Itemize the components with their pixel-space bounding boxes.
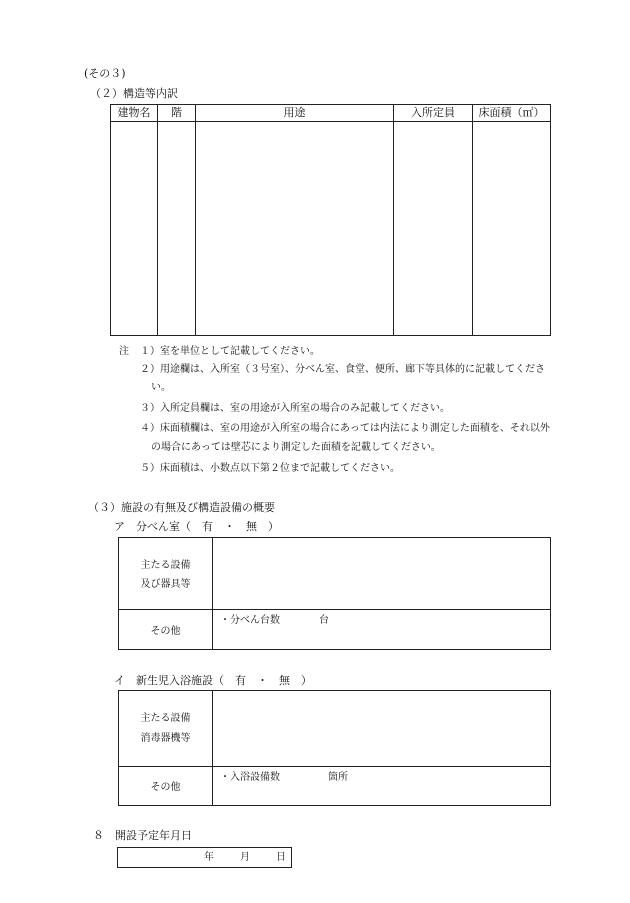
date-day-label: 日 (276, 852, 286, 863)
bath-equipment-count-label: ・入浴設備数 (220, 772, 280, 783)
note-item: い。 (151, 382, 171, 393)
delivery-room-table (118, 537, 551, 650)
other-label: その他 (150, 782, 181, 793)
newborn-bath-title: イ 新生児入浴施設（ 有 ・ 無 ） (114, 674, 312, 687)
delivery-table-count-label: ・分べん台数 (220, 615, 280, 626)
newborn-bath-table (118, 690, 551, 806)
structure-table (110, 104, 551, 336)
note-item: ２）用途欄は、入所室（３号室）、分べん室、食堂、便所、廊下等具体的に記載してくださ (140, 364, 545, 375)
notes-prefix: 注 (119, 346, 129, 357)
col-header-capacity: 入所定員 (411, 106, 455, 119)
col-divider (195, 105, 196, 335)
date-month-label: 月 (240, 852, 250, 863)
col-header-usage: 用途 (283, 106, 306, 119)
other-label: その他 (150, 626, 181, 637)
main-equipment-label: 主たる設備 (140, 560, 191, 571)
col-header-floor: 階 (171, 106, 182, 119)
row-divider (119, 609, 550, 610)
note-item: １）室を単位として記載してください。 (140, 346, 320, 357)
main-equipment-label: 主たる設備 (140, 713, 191, 724)
col-divider (393, 105, 394, 335)
page-label: (その３) (84, 67, 126, 80)
col-header-floor-area: 床面積（㎡） (478, 106, 545, 119)
main-equipment-label: 消毒器機等 (140, 733, 191, 744)
note-item: の場合にあっては壁芯により測定した面積を記載してください。 (151, 442, 441, 453)
delivery-room-title: ア 分べん室（ 有 ・ 無 ） (114, 520, 279, 533)
note-item: ３）入所定員欄は、室の用途が入所室の場合のみ記載してください。 (140, 403, 450, 414)
col-divider (212, 691, 213, 805)
section2-title: （２）構造等内訳 (90, 87, 178, 100)
count-unit: 台 (319, 615, 329, 626)
count-unit: 箇所 (328, 772, 348, 783)
date-year-label: 年 (204, 852, 214, 863)
note-item: ４）床面積欄は、室の用途が入所室の場合にあっては内法により測定した面積を、それ以外 (140, 423, 550, 434)
col-divider (472, 105, 473, 335)
section8-title: ８ 開設予定年月日 (93, 829, 192, 842)
main-equipment-label: 及び器具等 (140, 579, 191, 590)
table-header-divider (111, 121, 550, 122)
row-divider (119, 766, 550, 767)
note-item: ５）床面積は、小数点以下第２位まで記載してください。 (140, 463, 400, 474)
col-header-building: 建物名 (117, 106, 151, 119)
section3-title: （３）施設の有無及び構造設備の概要 (88, 501, 275, 514)
col-divider (212, 538, 213, 649)
opening-date-box (117, 847, 292, 868)
col-divider (157, 105, 158, 335)
